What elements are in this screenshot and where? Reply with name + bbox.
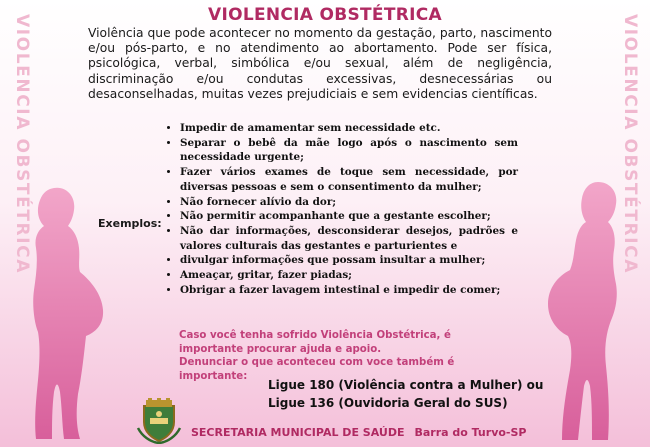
contact-lines [268, 376, 543, 412]
help-line-report: Denunciar o que aconteceu com voce também é importante: [179, 357, 455, 382]
page-title: VIOLENCIA OBSTÉTRICA [208, 5, 442, 25]
pregnant-woman-silhouette-left-icon [18, 186, 106, 441]
example-item: • Ameaçar, gritar, fazer piadas; [180, 268, 518, 283]
intro-paragraph: Violência que pode acontecer no momento da gestação, parto, nascimento e/ou pós-parto, e no atendimento ao abortamento. Pode ser física, psicológica, verbal, simbólica e/ou sexual, além de negligência, discriminação e/ou condutas excessivas, desnecessárias ou desaconselhadas, muitas vezes prejudiciais e sem evidencias científicas. [88, 26, 552, 101]
municipal-crest-icon [136, 398, 182, 444]
footer-city: Barra do Turvo-SP [414, 426, 527, 439]
example-item: • Não permitir acompanhante que a gestante escolher; [180, 209, 518, 224]
example-item: • Separar o bebê da mãe logo após o nascimento sem necessidade urgente; [180, 136, 518, 165]
pregnant-woman-silhouette-right-icon [546, 180, 636, 442]
side-text-right: VIOLENCIA OBSTÉTRICA [620, 14, 640, 274]
footer-secretaria: SECRETARIA MUNICIPAL DE SAÚDE [191, 426, 405, 439]
examples-list [163, 121, 518, 297]
side-text-left: VIOLENCIA OBSTÉTRICA [12, 14, 32, 274]
example-item: • Impedir de amamentar sem necessidade etc. [180, 121, 518, 136]
help-line-support: Caso você tenha sofrido Violência Obstétrica, é importante procurar ajuda e apoio. [179, 330, 451, 355]
example-item: • Não dar informações, desconsiderar desejos, padrões e valores culturais das gestantes e parturientes e [180, 224, 518, 253]
example-item: • divulgar informações que possam insultar a mulher; [180, 253, 518, 268]
help-text [179, 329, 469, 383]
example-item: • Não fornecer alívio da dor; [180, 195, 518, 210]
contact-line-136: Ligue 136 (Ouvidoria Geral do SUS) [268, 396, 508, 410]
contact-line-180: Ligue 180 (Violência contra a Mulher) ou [268, 378, 544, 392]
examples-label: Exemplos: [98, 217, 162, 230]
footer [191, 426, 526, 439]
example-item: • Fazer vários exames de toque sem necessidade, por diversas pessoas e sem o consentimento da mulher; [180, 165, 518, 194]
example-item: • Obrigar a fazer lavagem intestinal e impedir de comer; [180, 283, 518, 298]
